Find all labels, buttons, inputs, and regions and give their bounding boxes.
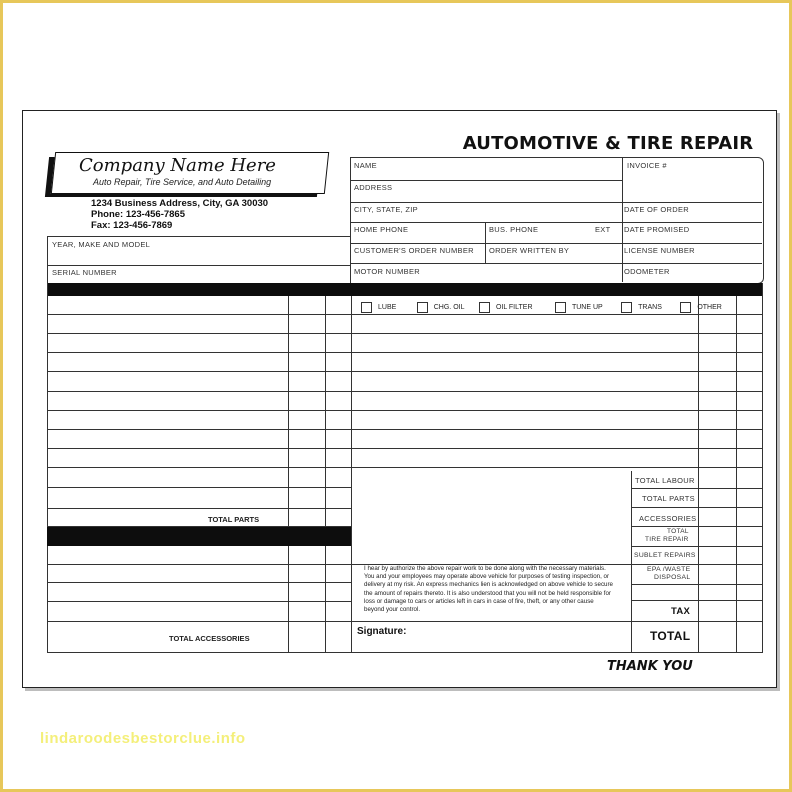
- odometer-label: ODOMETER: [624, 267, 670, 276]
- thank-you-text: THANK YOU: [607, 659, 693, 674]
- authorization-text: I hear by authorize the above repair work to be done along with the necessary materials. You and your employees may operate above vehicle for purposes of testing inspection, or delivery at my risk. An express mechanics lien is acknowledged on above vehicle to secure the amount of repairs thereto. It is also understood that you will not be held responsible for loss or damage to cars or articles left in cars in case of fire, theft, or any other cause beyond your control.: [364, 565, 613, 614]
- invoice-form: [22, 110, 777, 688]
- lube-checkbox[interactable]: LUBE: [361, 302, 396, 313]
- total-tire-repair-label-1: TOTAL: [667, 528, 689, 535]
- serial-number-label: SERIAL NUMBER: [52, 268, 117, 277]
- grand-total-label: TOTAL: [650, 629, 691, 643]
- checkbox-square: [479, 302, 490, 313]
- address-label: ADDRESS: [354, 183, 393, 192]
- left-total-parts-label: TOTAL PARTS: [208, 515, 260, 524]
- oil-filter-checkbox[interactable]: OIL FILTER: [479, 302, 533, 313]
- checkbox-square: [680, 302, 691, 313]
- company-name: Company Name Here: [79, 155, 276, 176]
- checkbox-square: [555, 302, 566, 313]
- bus-phone-label: BUS. PHONE: [489, 225, 539, 234]
- company-fax: Fax: 123-456-7869: [91, 220, 173, 231]
- table-header-bar: [47, 283, 762, 296]
- form-title: AUTOMOTIVE & TIRE REPAIR: [462, 133, 754, 154]
- total-accessories-label: TOTAL ACCESSORIES: [169, 634, 250, 643]
- epa-waste-label-1: EPA /WASTE: [647, 566, 691, 573]
- chg-oil-checkbox[interactable]: CHG. OIL: [417, 302, 465, 313]
- home-phone-label: HOME PHONE: [354, 225, 409, 234]
- accessories-summary-label: ACCESSORIES: [639, 514, 697, 523]
- tax-label: TAX: [671, 606, 691, 617]
- total-tire-repair-label-2: TIRE REPAIR: [645, 536, 689, 543]
- service-checkbox-row: [361, 300, 728, 318]
- checkbox-square: [417, 302, 428, 313]
- invoice-number-label: INVOICE #: [627, 161, 667, 170]
- customer-order-number-label: CUSTOMER'S ORDER NUMBER: [354, 246, 474, 255]
- date-promised-label: DATE PROMISED: [624, 225, 690, 234]
- city-state-zip-label: CITY, STATE, ZIP: [354, 205, 418, 214]
- motor-number-label: MOTOR NUMBER: [354, 267, 420, 276]
- checkbox-square: [361, 302, 372, 313]
- ext-label: EXT: [595, 225, 611, 234]
- trans-checkbox[interactable]: TRANS: [621, 302, 662, 313]
- other-checkbox[interactable]: OTHER: [680, 302, 722, 313]
- license-number-label: LICENSE NUMBER: [624, 246, 695, 255]
- company-address: 1234 Business Address, City, GA 30030: [91, 198, 269, 209]
- signature-label: Signature:: [357, 626, 407, 637]
- accessories-header-bar: [47, 527, 351, 546]
- year-make-model-label: YEAR, MAKE AND MODEL: [52, 240, 151, 249]
- order-written-by-label: ORDER WRITTEN BY: [489, 246, 570, 255]
- name-label: NAME: [354, 161, 377, 170]
- epa-waste-label-2: DISPOSAL: [654, 574, 691, 581]
- company-phone: Phone: 123-456-7865: [91, 209, 185, 220]
- total-labour-label: TOTAL LABOUR: [635, 476, 695, 485]
- customer-info-box: [350, 157, 764, 284]
- watermark-text: lindaroodesbestorclue.info: [40, 730, 246, 747]
- company-tagline: Auto Repair, Tire Service, and Auto Detailing: [93, 177, 272, 187]
- sublet-repairs-label: SUBLET REPAIRS: [634, 552, 696, 559]
- total-parts-summary-label: TOTAL PARTS: [642, 494, 695, 503]
- date-of-order-label: DATE OF ORDER: [624, 205, 690, 214]
- checkbox-square: [621, 302, 632, 313]
- tune-up-checkbox[interactable]: TUNE UP: [555, 302, 603, 313]
